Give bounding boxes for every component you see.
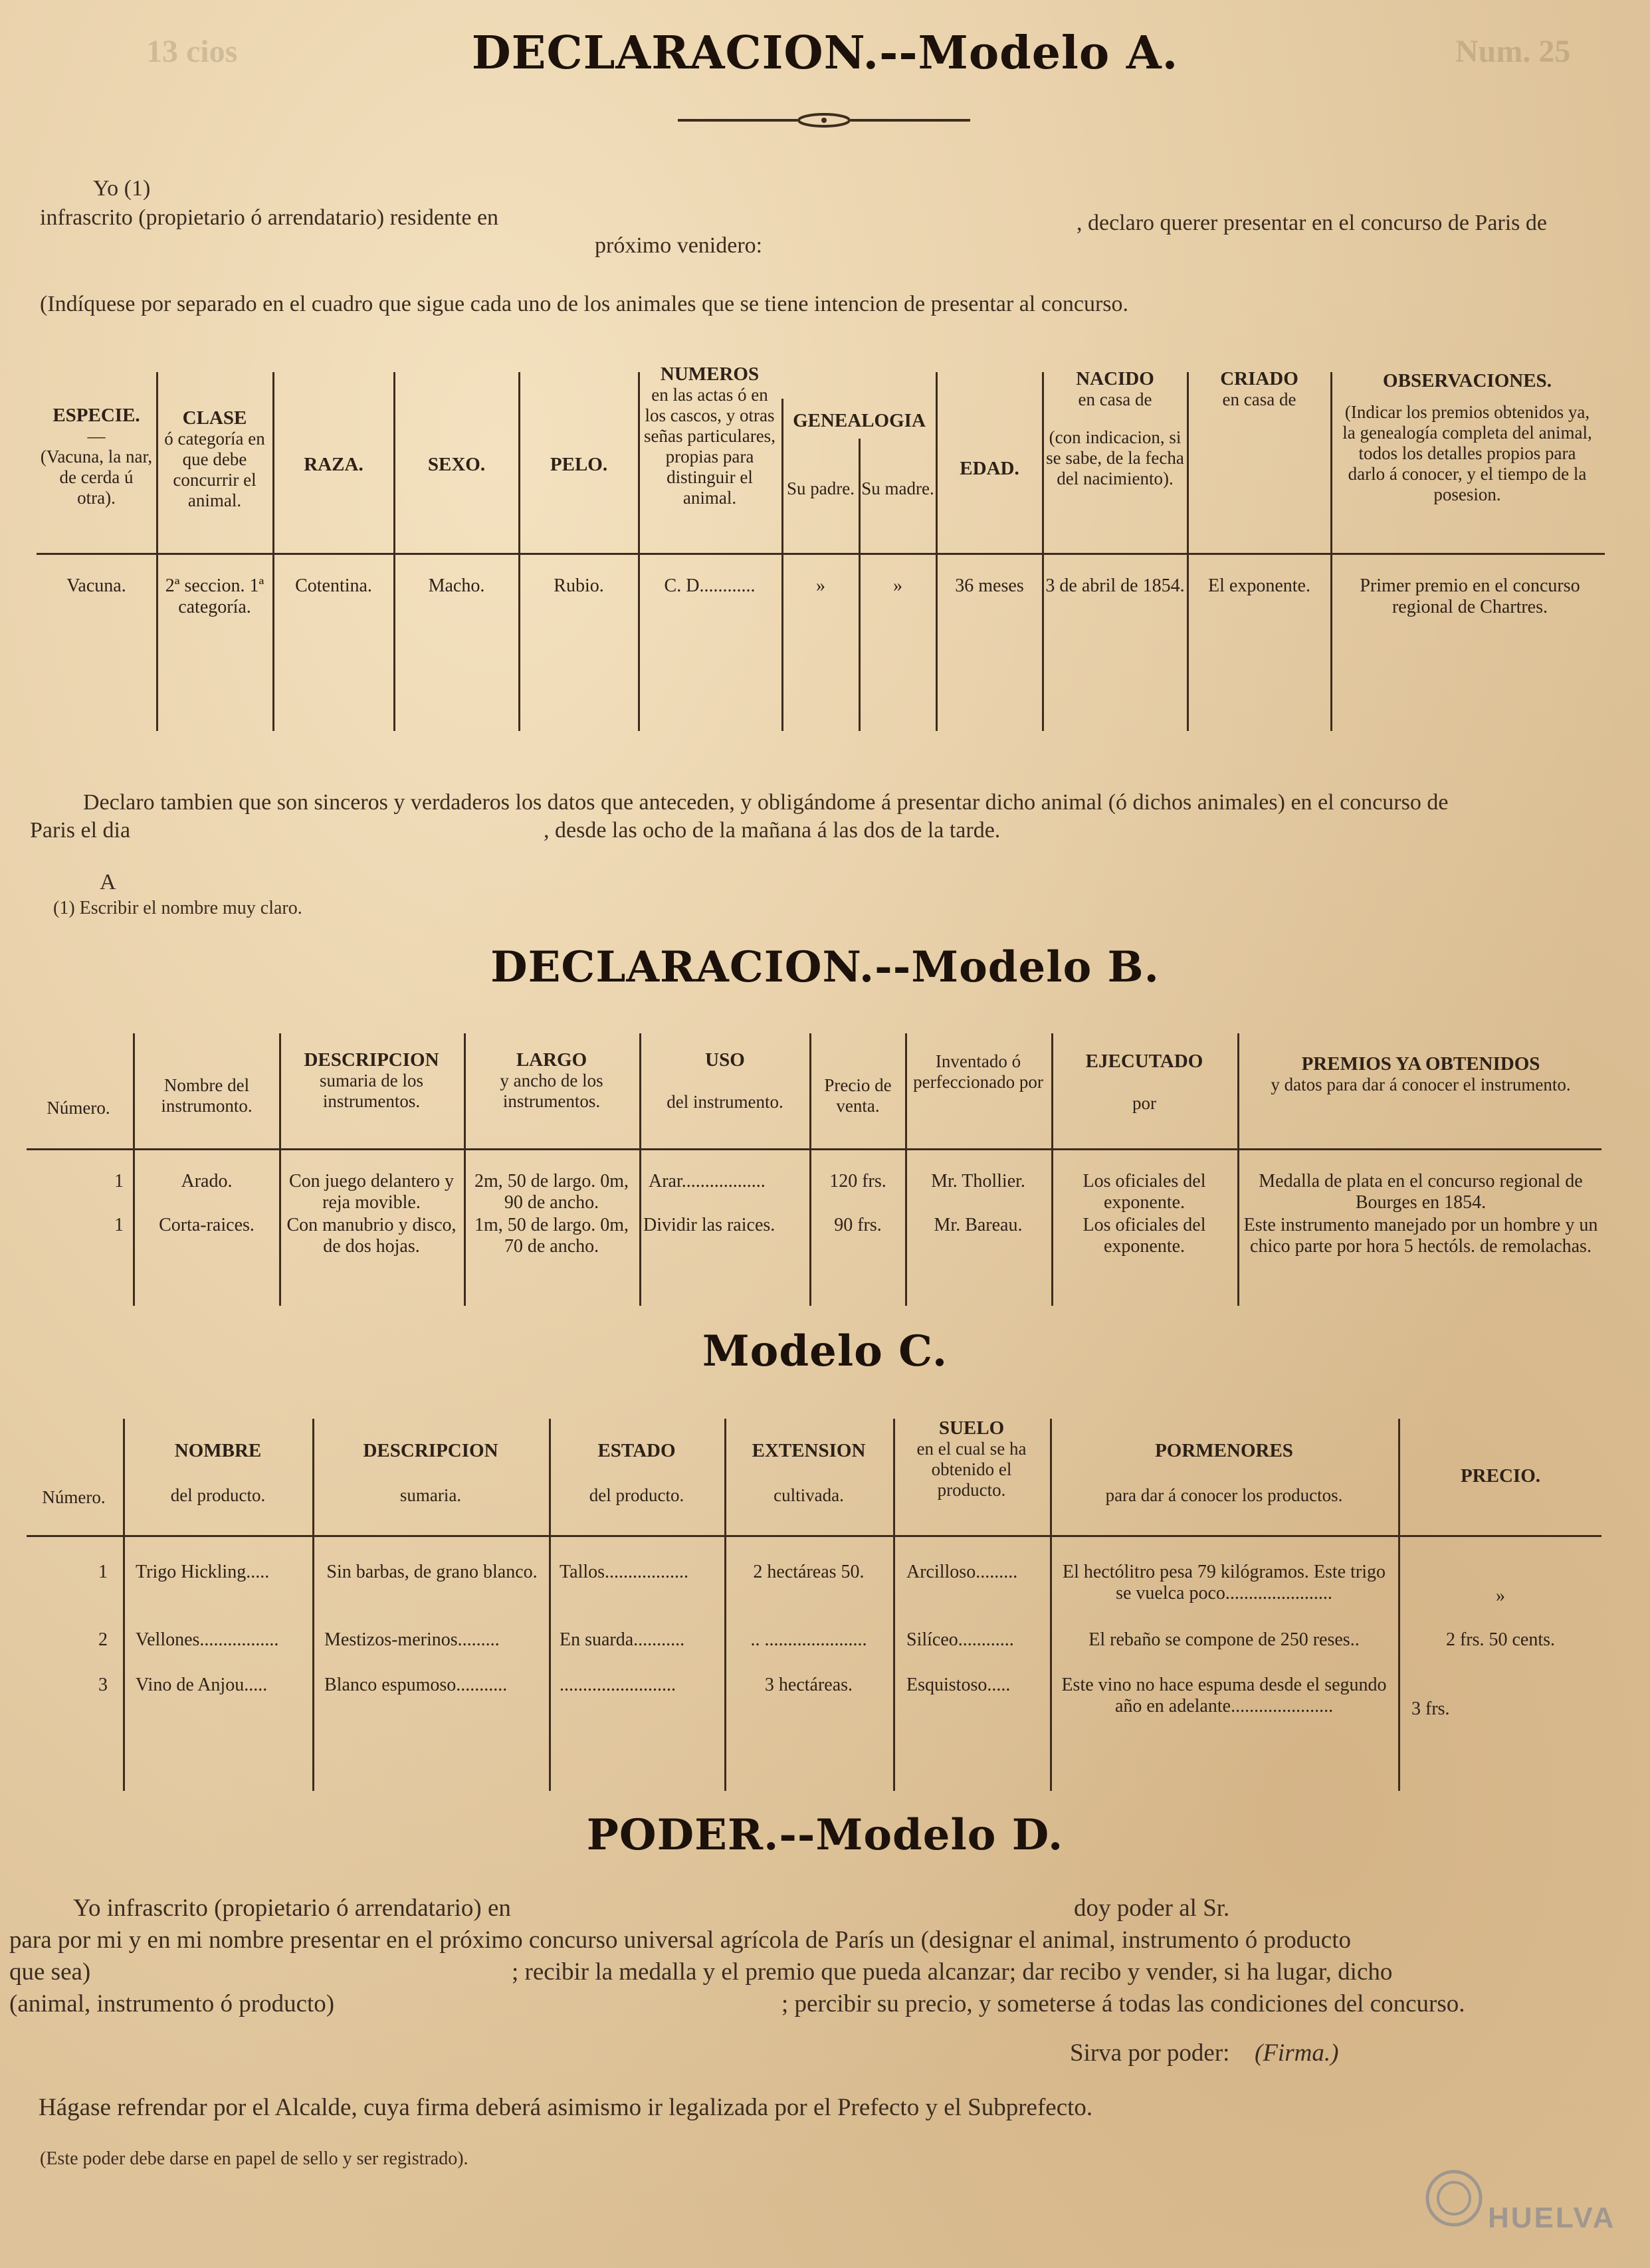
- b-row1-uso: Arar..................: [649, 1171, 766, 1191]
- header-edad: EDAD.: [960, 458, 1019, 479]
- b-header-premios-label: PREMIOS YA OBTENIDOS: [1301, 1053, 1540, 1075]
- c-row1-suelo: Arcilloso.........: [906, 1562, 1018, 1582]
- b-row1-numero: 1: [114, 1171, 124, 1191]
- header-clase-sub: ó categoría en que debe concurrir el animal.: [164, 429, 265, 510]
- stamp-seal-icon: [1424, 2168, 1484, 2228]
- b-row2-premios: Este instrumento manejado por un hombre y un chico parte por hora 5 hectóls. de remolachas.: [1243, 1215, 1598, 1257]
- c-header-nombre-sub: del producto.: [170, 1485, 266, 1505]
- poder-line-4-left: (animal, instrumento ó producto): [9, 1990, 335, 2017]
- header-clase: [159, 408, 270, 511]
- b-header-descripcion-label: DESCRIPCION: [304, 1049, 439, 1071]
- b-header-largo-sub: y ancho de los instrumentos.: [500, 1071, 603, 1111]
- b-row2-uso: Dividir las raices.: [643, 1215, 775, 1235]
- c-row1-numero: 1: [98, 1562, 108, 1582]
- poder-firma: (Firma.): [1255, 2039, 1339, 2067]
- ornament-divider-icon: [678, 112, 970, 129]
- row-raza: Cotentina.: [295, 575, 372, 596]
- b-header-largo-label: LARGO: [516, 1049, 587, 1071]
- header-criado: [1189, 369, 1329, 410]
- b-header-largo: [466, 1050, 637, 1112]
- c-row2-precio: 2 frs. 50 cents.: [1445, 1629, 1556, 1650]
- row-sexo: Macho.: [428, 575, 485, 596]
- header-su-madre: Su madre.: [861, 478, 934, 498]
- header-nacido: [1045, 369, 1186, 489]
- b-row2-numero: 1: [114, 1215, 124, 1235]
- c-header-extension-label: EXTENSION: [752, 1440, 866, 1461]
- modelo-d-title: [0, 1810, 1650, 1860]
- c-row3-numero: 3: [98, 1675, 108, 1695]
- row-edad: 36 meses: [955, 575, 1024, 596]
- intro-line-2-left: infrascrito (propietario ó arrendatario) residente en: [40, 205, 499, 230]
- modelo-b-title-text: DECLARACION.--Modelo B.: [490, 942, 1160, 992]
- b-row2-nombre: Corta-raices.: [159, 1215, 255, 1235]
- b-row1-ejecutado: Los oficiales del exponente.: [1083, 1171, 1206, 1213]
- b-header-descripcion: [282, 1050, 461, 1112]
- header-su-padre: Su padre.: [787, 478, 855, 498]
- c-header-precio: PRECIO.: [1460, 1465, 1541, 1487]
- c-header-nombre-label: NOMBRE: [174, 1440, 262, 1461]
- c-header-nombre: [126, 1441, 310, 1506]
- header-nacido-sub1: en casa de: [1078, 389, 1152, 409]
- c-row2-numero: 2: [98, 1629, 108, 1650]
- b-row1-premios: Medalla de plata en el concurso regional de Bourges en 1854.: [1259, 1171, 1583, 1213]
- c-header-descripcion-label: DESCRIPCION: [363, 1440, 498, 1461]
- row-criado: El exponente.: [1208, 575, 1310, 596]
- c-row2-pormenores: El rebaño se compone de 250 reses..: [1088, 1629, 1360, 1650]
- c-row1-nombre: Trigo Hickling.....: [136, 1562, 270, 1582]
- row-especie: Vacuna.: [66, 575, 126, 596]
- b-header-descripcion-sub: sumaria de los instrumentos.: [320, 1071, 423, 1111]
- c-row3-pormenores: Este vino no hace espuma desde el segundo año en adelante......................: [1061, 1675, 1387, 1716]
- c-header-pormenores-label: PORMENORES: [1155, 1440, 1293, 1461]
- b-row1-inventado: Mr. Thollier.: [931, 1171, 1025, 1191]
- row-pelo: Rubio.: [554, 575, 604, 596]
- c-row1-pormenores: El hectólitro pesa 79 kilógramos. Este trigo se vuelca poco.......................: [1062, 1562, 1386, 1603]
- closing-line-1: Declaro tambien que son sinceros y verdaderos los datos que anteceden, y obligándome á presentar dicho animal (ó dichos animales) en el concurso de: [83, 790, 1449, 815]
- header-observaciones-sub: (Indicar los premios obtenidos ya, la genealogía completa del animal, todos los detalles propios para darlo á conocer, y el tiempo de la posesion.: [1342, 402, 1592, 504]
- c-row1-descripcion: Sin barbas, de grano blanco.: [326, 1562, 538, 1582]
- header-observaciones-label: OBSERVACIONES.: [1383, 370, 1552, 391]
- b-row1-nombre: Arado.: [181, 1171, 233, 1191]
- closing-a: A: [100, 870, 116, 894]
- c-row2-descripcion: Mestizos-merinos.........: [324, 1629, 500, 1650]
- header-raza: RAZA.: [304, 454, 363, 475]
- ghost-header-right: Num. 25: [1455, 34, 1571, 69]
- closing-line-2-right: , desde las ocho de la mañana á las dos de la tarde.: [544, 818, 1001, 843]
- poder-line-3-right: ; recibir la medalla y el premio que pueda alcanzar; dar recibo y vender, si ha lugar, dicho: [512, 1958, 1393, 1986]
- c-header-extension: [727, 1441, 890, 1506]
- header-numeros: [640, 364, 779, 508]
- c-row3-estado: .........................: [560, 1675, 676, 1695]
- b-header-numero: Número.: [47, 1098, 110, 1118]
- poder-line-1-left: Yo infrascrito (propietario ó arrendatario) en: [73, 1895, 511, 1922]
- header-criado-sub: en casa de: [1222, 389, 1296, 409]
- header-clase-label: CLASE: [182, 407, 247, 429]
- header-observaciones: [1334, 371, 1600, 505]
- c-row2-extension: .. ......................: [750, 1629, 867, 1650]
- header-genealogia: GENEALOGIA: [793, 410, 926, 431]
- c-row3-precio: 3 frs.: [1411, 1699, 1450, 1719]
- c-row1-precio: »: [1496, 1586, 1505, 1606]
- poder-line-2: para por mi y en mi nombre presentar en el próximo concurso universal agrícola de París un (designar el animal, instrumento ó producto: [9, 1926, 1351, 1954]
- b-header-ejecutado-label: EJECUTADO: [1085, 1051, 1203, 1072]
- row-clase: 2ª seccion. 1ª categoría.: [165, 575, 264, 617]
- c-row3-nombre: Vino de Anjou.....: [136, 1675, 268, 1695]
- c-row3-descripcion: Blanco espumoso...........: [324, 1675, 508, 1695]
- b-row2-inventado: Mr. Bareau.: [934, 1215, 1023, 1235]
- intro-line-1: Yo (1): [93, 176, 151, 201]
- b-header-ejecutado-sub: por: [1132, 1093, 1156, 1113]
- instruction-text: (Indíquese por separado en el cuadro que sigue cada uno de los animales que se tiene intencion de presentar al concurso.: [40, 292, 1128, 316]
- c-header-pormenores-sub: para dar á conocer los productos.: [1105, 1485, 1343, 1505]
- b-row1-descripcion: Con juego delantero y reja movible.: [288, 1171, 455, 1213]
- c-header-pormenores: [1053, 1441, 1395, 1506]
- modelo-b-title: [0, 942, 1650, 992]
- closing-line-2-left: Paris el dia: [30, 818, 131, 843]
- b-header-uso: [642, 1050, 808, 1112]
- header-nacido-label: NACIDO: [1076, 368, 1154, 389]
- poder-line-4-right: ; percibir su precio, y someterse á todas las condiciones del concurso.: [781, 1990, 1465, 2017]
- b-header-ejecutado: [1054, 1051, 1235, 1114]
- c-row1-estado: Tallos..................: [560, 1562, 689, 1582]
- modelo-a-title-text: DECLARACION.--Modelo A.: [471, 27, 1179, 80]
- header-pelo: PELO.: [550, 454, 608, 475]
- c-header-estado: [552, 1441, 722, 1506]
- header-numeros-sub: en las actas ó en los cascos, y otras señas particulares, propias para distinguir el animal.: [644, 385, 775, 508]
- b-row2-ejecutado: Los oficiales del exponente.: [1083, 1215, 1206, 1257]
- modelo-a-title: [0, 27, 1650, 80]
- c-row2-suelo: Silíceo............: [906, 1629, 1014, 1650]
- stamp-text: HUELVA: [1488, 2202, 1616, 2234]
- row-padre: »: [816, 575, 825, 596]
- row-nacido: 3 de abril de 1854.: [1045, 575, 1185, 596]
- header-nacido-sub2: (con indicacion, si se sabe, de la fecha del nacimiento).: [1046, 427, 1184, 488]
- c-header-suelo: [896, 1418, 1047, 1500]
- c-row3-extension: 3 hectáreas.: [764, 1675, 853, 1695]
- modelo-c-title-text: Modelo C.: [702, 1326, 948, 1376]
- poder-refrendar: Hágase refrendar por el Alcalde, cuya firma deberá asimismo ir legalizada por el Prefecto y el Subprefecto.: [39, 2094, 1093, 2121]
- poder-sirva: Sirva por poder:: [1070, 2039, 1230, 2067]
- c-row2-estado: En suarda...........: [560, 1629, 685, 1650]
- c-header-suelo-sub: en el cual se ha obtenido el producto.: [916, 1439, 1027, 1500]
- row-madre: »: [893, 575, 902, 596]
- b-header-precio: Precio de venta.: [824, 1075, 892, 1116]
- b-row2-largo: 1m, 50 de largo. 0m, 70 de ancho.: [474, 1215, 629, 1257]
- library-stamp: [1424, 2162, 1616, 2241]
- c-header-descripcion-sub: sumaria.: [399, 1485, 462, 1505]
- modelo-c-title: [0, 1326, 1650, 1376]
- c-header-extension-sub: cultivada.: [773, 1485, 844, 1505]
- b-row1-largo: 2m, 50 de largo. 0m, 90 de ancho.: [474, 1171, 629, 1213]
- b-header-nombre: Nombre del instrumonto.: [161, 1075, 253, 1116]
- row-numeros: C. D............: [664, 575, 756, 596]
- header-especie-sub: (Vacuna, la nar, de cerda ú otra).: [40, 447, 153, 508]
- header-especie: [40, 405, 153, 508]
- poder-note: (Este poder debe darse en papel de sello y ser registrado).: [40, 2148, 468, 2169]
- poder-line-1-right: doy poder al Sr.: [1074, 1895, 1230, 1922]
- intro-line-2-right: , declaro querer presentar en el concurso de Paris de: [1077, 211, 1548, 235]
- c-header-numero: Número.: [42, 1487, 106, 1507]
- c-row1-extension: 2 hectáreas 50.: [753, 1562, 865, 1582]
- c-row2-nombre: Vellones.................: [136, 1629, 279, 1650]
- b-header-inventado: Inventado ó perfeccionado por: [913, 1051, 1043, 1092]
- modelo-d-title-text: PODER.--Modelo D.: [586, 1810, 1064, 1860]
- intro-line-3: próximo venidero:: [595, 233, 763, 258]
- c-header-descripcion: [315, 1441, 546, 1506]
- header-especie-dash: —: [87, 426, 106, 446]
- b-row2-precio: 90 frs.: [834, 1215, 882, 1235]
- header-criado-label: CRIADO: [1220, 368, 1298, 389]
- b-header-premios-sub: y datos para dar á conocer el instrumento.: [1271, 1075, 1571, 1094]
- footnote: (1) Escribir el nombre muy claro.: [53, 898, 302, 918]
- header-numeros-label: NUMEROS: [660, 363, 760, 385]
- b-row1-precio: 120 frs.: [829, 1171, 886, 1191]
- b-header-uso-sub: del instrumento.: [667, 1092, 783, 1112]
- row-observaciones: Primer premio en el concurso regional de Chartres.: [1360, 575, 1580, 617]
- b-row2-descripcion: Con manubrio y disco, de dos hojas.: [286, 1215, 457, 1257]
- header-sexo: SEXO.: [427, 454, 486, 475]
- c-header-estado-sub: del producto.: [589, 1485, 684, 1505]
- poder-line-3-left: que sea): [9, 1958, 91, 1986]
- c-header-estado-label: ESTADO: [597, 1440, 676, 1461]
- ghost-header-left: 13 cios: [146, 34, 238, 69]
- b-header-premios: [1241, 1054, 1600, 1095]
- c-header-suelo-label: SUELO: [938, 1417, 1005, 1439]
- c-row3-suelo: Esquistoso.....: [906, 1675, 1011, 1695]
- b-header-uso-label: USO: [705, 1049, 745, 1071]
- header-especie-label: ESPECIE.: [52, 405, 140, 426]
